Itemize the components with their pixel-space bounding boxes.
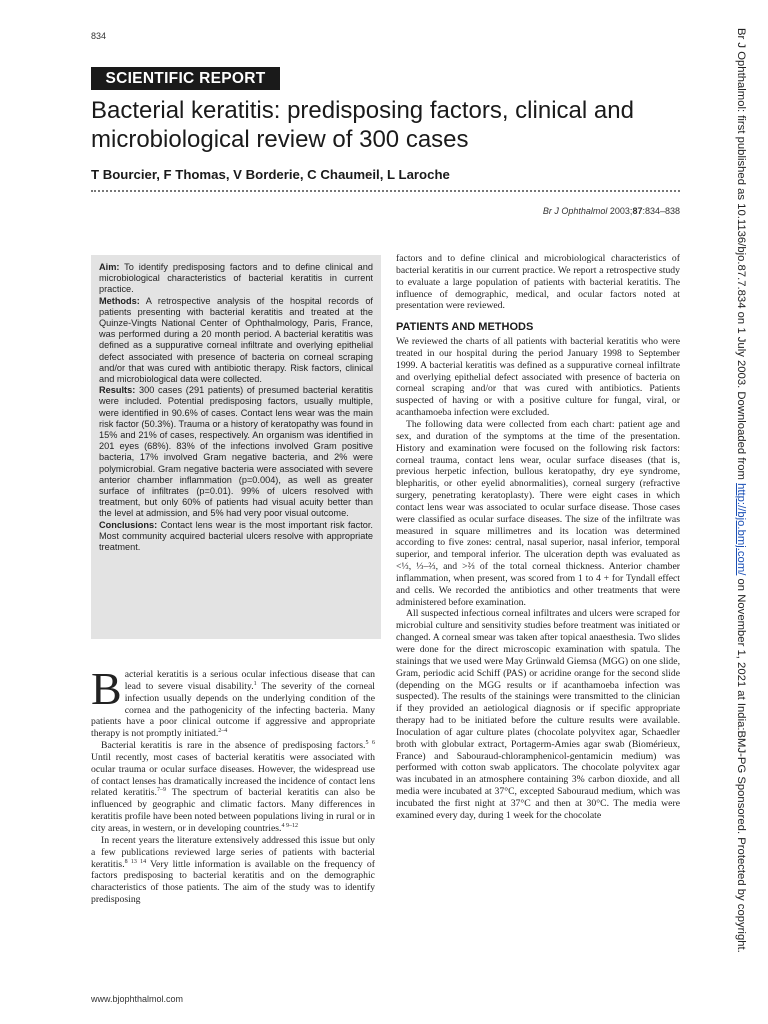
copyright-sidebar — [735, 28, 747, 988]
intro-text: acterial keratitis is a serious ocular infectious disease that can lead to severe visual disability. — [124, 669, 375, 692]
conclusions-label: Conclusions: — [99, 519, 158, 530]
sidebar-text-after: on November 1, 2021 at India:BMJ-PG Sponsored. Protected by copyright. — [735, 575, 747, 953]
footer-url[interactable]: www.bjophthalmol.com — [91, 994, 184, 1004]
body-paragraph: The following data were collected from each chart: patient age and sex, and duration of the symptoms at the time of the presentation. History and examination were focused on the following risk factors: corneal trauma, contact lens wear, ocular surface diseases (that is, previous herpetic infection, bullous keratopathy, dry eye syndrome, blepharitis, or other eyelid abnormalities), corneal surgery (refractive surgery, penetrating keratoplasty). There were eight cases in which contact lens wear was associated to ocular surface disease. Those cases were classified as ocular surface diseases. The size of the infiltrate was measured in square millimetres and its location was determined according to five zones: central, nasal superior, nasal inferior, temporal superior, and temporal inferior. The ulceration depth was evaluated as <⅓, ⅓–⅔, and >⅔ of the total corneal thickness. Anterior chamber inflammation, when present, was scored from 1 to 4 + for Tyndall effect and cells. We recorded the antibiotics and other treatments that were administered before examination. — [396, 418, 680, 608]
reference-mark: 2–4 — [218, 727, 228, 734]
citation-journal: Br J Ophthalmol — [542, 206, 608, 216]
abstract-aim — [99, 262, 373, 296]
methods-column — [396, 253, 680, 822]
intro-paragraph — [91, 663, 375, 740]
article-title: Bacterial keratitis: predisposing factors, clinical and microbiological review of 300 cases — [91, 97, 634, 153]
sidebar-text-before: Br J Ophthalmol: first published as 10.1136/bjo.87.7.834 on 1 July 2003. Downloaded from — [735, 28, 747, 484]
body-paragraph: We reviewed the charts of all patients with bacterial keratitis who were treated in our hospital during the period January 1998 to September 1999. A bacterial keratitis was defined as a suppurative corneal infiltrate and overlying epithelial defect associated with presence of bacteria on corneal scraping and/or that was cured with antibiotics. Patients suspected of having or with a positive culture for fungal, viral, or acanthamoeba infection were excluded. — [396, 336, 680, 419]
drop-cap: B — [91, 663, 122, 714]
abstract-box — [91, 255, 381, 639]
citation-volume: 87 — [632, 206, 643, 216]
aim-label: Aim: — [99, 262, 120, 272]
sidebar-link[interactable]: http://bjo.bmj.com/ — [735, 483, 747, 576]
journal-citation — [543, 206, 680, 216]
intro-paragraph — [91, 740, 375, 835]
intro-text: Bacterial keratitis is rare in the absence of predisposing factors. — [101, 740, 366, 752]
reference-mark: 8 13 14 — [124, 858, 147, 865]
abstract-methods — [99, 296, 373, 386]
intro-text: Until recently, most cases of bacterial keratitis were associated with ocular trauma or ocular surface diseases. However, the widespread use of contact lenses has dramatically increased the incidence of contact lens related keratitis. — [91, 751, 375, 799]
intro-text: In recent years the literature extensively addressed this issue but only a few publications reviewed large series of patients with bacterial keratitis. — [91, 834, 375, 870]
results-text: 300 cases (291 patients) of presumed bacterial keratitis were included. Potential predisposing factors, usually multiple, were identified in 90.6% of cases. Contact lens wear was the main risk factor (50.3%). Trauma or a history of keratopathy was found in 15% and 21% of cases, respectively. An organism was identified in 201 eyes (68%). 83% of the infections involved Gram positive bacteria, 17% involved Gram negative bacteria, and 2% were polymicrobial. Gram negative bacteria were associated with severe anterior chamber inflammation (p=0.004), as well as greater surface of infiltrates (p=0.01). 99% of ulcers resolved with treatment, but only 60% of patients had visual acuity better than the level at admission, and 5% had very poor visual outcome. — [99, 385, 373, 519]
reference-mark: 7–9 — [156, 787, 166, 794]
section-badge: SCIENTIFIC REPORT — [91, 67, 280, 90]
results-label: Results: — [99, 385, 136, 396]
citation-pages: :834–838 — [642, 206, 680, 216]
aim-text: To identify predisposing factors and to define clinical and microbiological characteristics of bacterial keratitis in current practice. — [99, 262, 373, 295]
methods-label: Methods: — [99, 295, 140, 306]
intro-text: The spectrum of bacterial keratitis can also be influenced by geographic and climatic factors. Many differences in keratitis profile have been noted between populations living in rural or in city areas, in western, or in developing countries. — [91, 787, 375, 834]
dotted-divider — [91, 190, 680, 192]
page-number: 834 — [91, 31, 107, 41]
intro-text: Very little information is available on the frequency of factors predisposing to bacterial keratitis and on the demographic characteristics of those patients. The aim of the study was to identify predisposing — [91, 858, 375, 906]
reference-mark: 4 9–12 — [281, 822, 298, 829]
citation-year: 2003; — [607, 206, 633, 216]
methods-text: A retrospective analysis of the hospital records of patients presenting with bacterial keratitis and treated at the Quinze-Vingts National Center of Ophthalmology, Paris, France, was performed during a 20 month period. A bacterial keratitis was defined as a suppurative corneal infiltrate and overlying epithelial defect associated with presence of bacteria on corneal scraping and/or that was cured with antibiotic therapy. Risk factors, clinical and microbiological data were collected. — [99, 295, 373, 385]
intro-paragraph — [91, 835, 375, 906]
section-heading: PATIENTS AND METHODS — [396, 321, 534, 334]
intro-text: The severity of the corneal infection usually depends on the underlying condition of the cornea and the pathogenicity of the infecting bacteria. Many patients have a poor clinical outcome if aggressive and appropriate therapy is not promptly initiated. — [91, 680, 375, 740]
conclusions-text: Contact lens wear is the most important risk factor. Most community acquired bacterial ulcers resolve with appropriate treatment. — [99, 519, 373, 553]
body-paragraph: All suspected infectious corneal infiltrates and ulcers were scraped for microbial culture and sensitivity studies before treatment was initiated or changed. A corneal smear was taken after topical anaesthesia. Two slides were done for the direct microscopic examination with spatula. The stainings that we used were May Grünwald Giemsa (MGG) on one slide, Gram, periodic acid Schiff (PAS) or acridine orange for the second slide (depending on the MGG results or if acanthamoeba infection was suspected). The results of the stainings were transmitted to the clinician if they provided an aetiological diagnosis or if specific appropriate therapy had to be initiated before the culture results were available. Inoculation of agar culture plates (chocolate polyvitex agar, Schaedler broth with globular extract, Portagerm-Amies agar swab (Biomérieux, France) and Sabouraud-chloramphenicol-gentamicin medium) was performed with cotton swab applicators. The chocolate polyvitex agar was incubated in an atmosphere containing 3% carbon dioxide, and all media were incubated at 37°C, excepted Sabouraud medium, which was incubated the first night at 37°C and then at 30°C. The media were examined every day, during 1 week for the chocolate — [396, 608, 680, 821]
author-list: T Bourcier, F Thomas, V Borderie, C Chaumeil, L Laroche — [91, 167, 450, 182]
abstract-conclusions — [99, 520, 373, 554]
reference-mark: 1 — [253, 680, 257, 687]
abstract-results — [99, 385, 373, 519]
reference-mark: 5 6 — [365, 739, 375, 746]
body-paragraph: factors and to define clinical and microbiological characteristics of bacterial keratitis in our current practice. We report a retrospective study to evaluate a large population of patients with bacterial keratitis. The influence of demographic, medical, and ocular factors noted at presentation were reviewed. — [396, 253, 680, 312]
intro-column — [91, 663, 375, 906]
